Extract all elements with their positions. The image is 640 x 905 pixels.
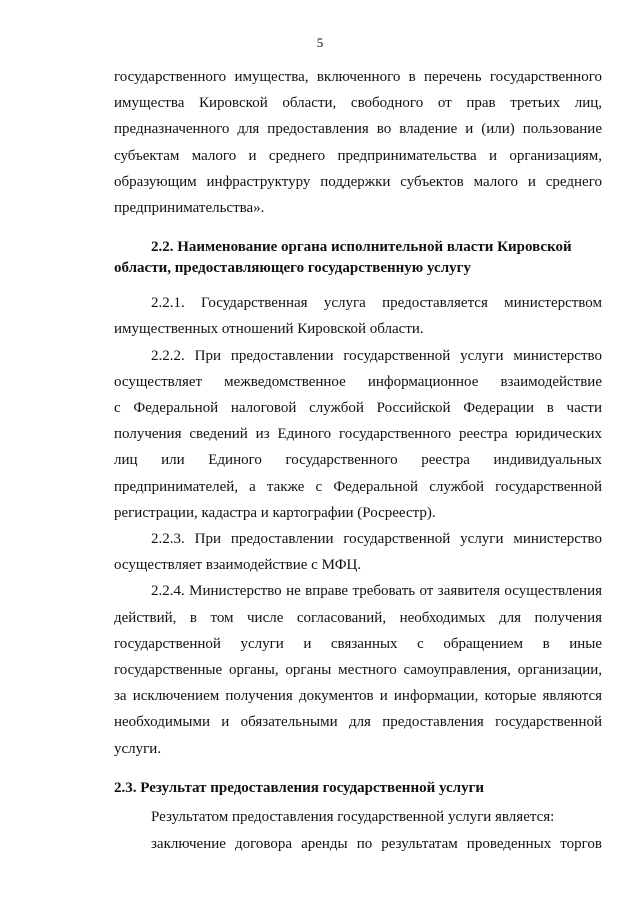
text-line: Результатом предоставления государственной услуги является:: [151, 809, 555, 826]
page-content: [114, 64, 602, 857]
heading-line: 2.3. Результат предоставления государственной услуги: [114, 779, 485, 796]
text-line: государственные органы, органы местного самоуправления, организации,: [114, 662, 602, 679]
paragraph-2-2-2: [114, 343, 602, 526]
text-line: регистрации, кадастра и картографии (Росреестр).: [114, 504, 436, 521]
text-line: за исключением получения документов и информации, которые являются: [114, 688, 602, 705]
text-line: государственной услуги и связанных с обращением в иные: [114, 635, 602, 652]
text-line: предпринимательства».: [114, 200, 265, 217]
paragraph-2-2-1: [114, 290, 602, 342]
text-line: необходимыми и обязательными для предоставления государственной: [114, 714, 602, 731]
text-line: предназначенного для предоставления во владение и (или) пользование: [114, 121, 602, 138]
section-2-2-heading: [114, 237, 602, 278]
text-line: 2.2.4. Министерство не вправе требовать от заявителя осуществления: [151, 583, 602, 600]
page-number: 5: [316, 35, 324, 50]
text-line: государственного имущества, включенного в перечень государственного: [114, 69, 602, 85]
text-line: осуществляет межведомственное информационное взаимодействие: [114, 373, 602, 390]
text-line: предпринимателей, а также с Федеральной службой государственной: [114, 478, 602, 495]
text-line: образующим инфраструктуру поддержки субъектов малого и среднего: [114, 173, 602, 190]
text-line: 2.2.3. При предоставлении государственной услуги министерство: [151, 531, 602, 548]
text-line: 2.2.2. При предоставлении государственной услуги министерство: [151, 347, 602, 364]
text-line: лиц или Единого государственного реестра индивидуальных: [114, 452, 602, 469]
paragraph-2-2-4: [114, 578, 602, 761]
intro-paragraph: [114, 64, 602, 221]
heading-line: области, предоставляющего государственную услугу: [114, 259, 471, 276]
section-2-3-heading: [114, 778, 602, 799]
text-line: действий, в том числе согласований, необходимых для получения: [114, 609, 602, 626]
heading-line: 2.2. Наименование органа исполнительной власти Кировской: [151, 239, 572, 256]
text-line: имущества Кировской области, свободного от прав третьих лиц,: [114, 95, 602, 112]
text-line: субъектам малого и среднего предпринимательства и организациям,: [114, 147, 602, 164]
paragraph-2-3-2: [114, 831, 602, 857]
paragraph-2-2-3: [114, 526, 602, 578]
text-line: получения сведений из Единого государственного реестра юридических: [114, 426, 602, 443]
text-line: услуги.: [114, 740, 162, 757]
text-line: осуществляет взаимодействие с МФЦ.: [114, 557, 362, 574]
paragraph-2-3-1: [114, 804, 602, 830]
text-line: 2.2.1. Государственная услуга предоставляется министерством: [151, 295, 602, 312]
text-line: заключение договора аренды по результатам проведенных торгов: [151, 835, 602, 852]
text-line: имущественных отношений Кировской области.: [114, 321, 424, 338]
text-line: с Федеральной налоговой службой Российской Федерации в части: [114, 400, 602, 417]
